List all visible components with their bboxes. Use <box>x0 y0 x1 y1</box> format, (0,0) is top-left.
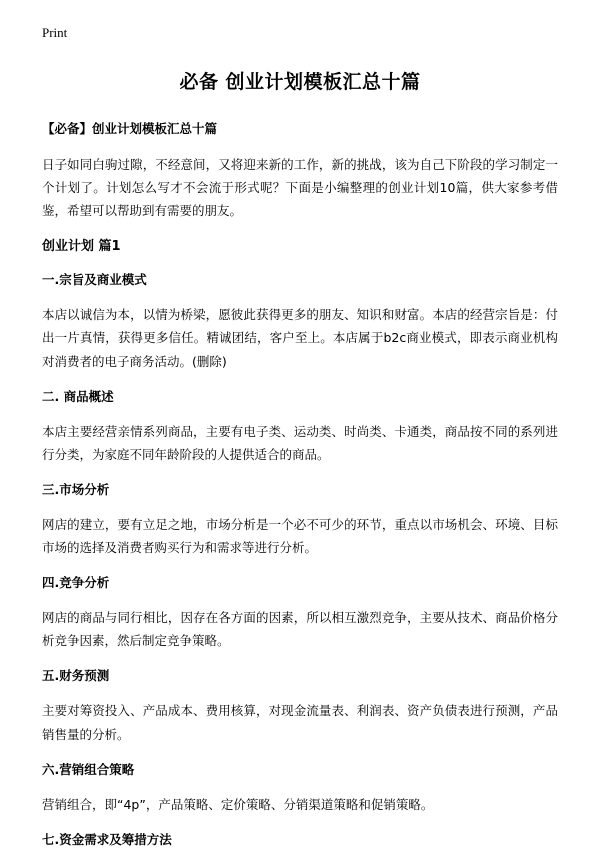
subsection-body-4: 网店的商品与同行相比，因存在各方面的因素，所以相互激烈竞争，主要从技术、商品价格分析竞争因素，然后制定竞争策略。 <box>42 610 558 649</box>
subsection-heading-7: 七.资金需求及筹措方法 <box>42 831 172 847</box>
print-button[interactable]: Print <box>42 25 68 40</box>
subsection-heading-3: 三.市场分析 <box>42 481 110 497</box>
subsection-body-6: 营销组合，即“4p”，产品策略、定价策略、分销渠道策略和促销策略。 <box>42 796 434 812</box>
subsection-body-3: 网店的建立，要有立足之地，市场分析是一个必不可少的环节，重点以市场机会、环境、目标市场的选择及消费者购买行为和需求等进行分析。 <box>42 516 558 556</box>
subsection-body-2: 本店主要经营亲情系列商品，主要有电子类、运动类、时尚类、卡通类，商品按不同的系列进行分类，为家庭不同年龄阶段的人提供适合的商品。 <box>42 423 558 462</box>
subsection-heading-4: 四.竞争分析 <box>42 575 110 591</box>
subsection-heading-2: 二. 商品概述 <box>42 388 114 404</box>
subsection-heading-6: 六.营销组合策略 <box>42 761 135 777</box>
subsection-body-5: 主要对筹资投入、产品成本、费用核算，对现金流量表、利润表、资产负债表进行预测，产品销售量的分析。 <box>42 703 558 742</box>
subsection-heading-5: 五.财务预测 <box>42 668 110 684</box>
subsection-heading-1: 一.宗旨及商业模式 <box>42 272 147 288</box>
document-lead: 【必备】创业计划模板汇总十篇 <box>42 121 218 137</box>
subsection-body-1: 本店以诚信为本，以情为桥梁，愿彼此获得更多的朋友、知识和财富。本店的经营宗旨是：付出一片真情，获得更多信任。精诚团结，客户至上。本店属于b2c商业模式，即表示商业机构对消费者的电子商务活动。(删除) <box>42 307 558 369</box>
page-title: 必备 创业计划模板汇总十篇 <box>179 70 421 93</box>
section-title: 创业计划 篇1 <box>42 238 121 254</box>
document-intro: 日子如同白驹过隙，不经意间，又将迎来新的工作，新的挑战，该为自己下阶段的学习制定一个计划了。计划怎么写才不会流于形式呢？下面是小编整理的创业计划10篇，供大家参考借鉴，希望可以帮助到有需要的朋友。 <box>42 157 558 219</box>
